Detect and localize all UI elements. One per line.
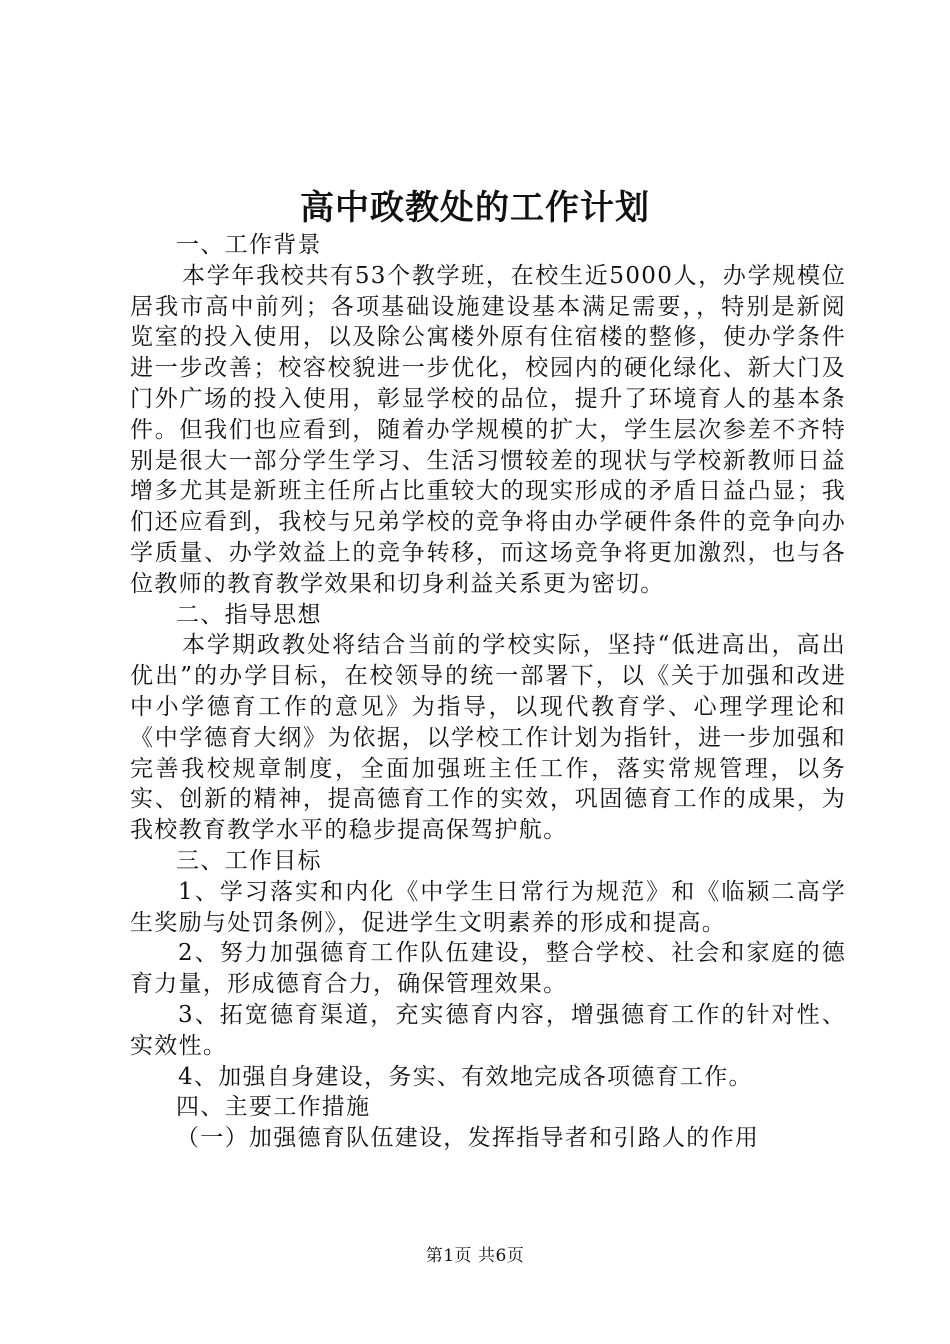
document-body — [130, 230, 846, 1154]
goal-item-2: 2、努力加强德育工作队伍建设，整合学校、社会和家庭的德育力量，形成德育合力，确保管理效果。 — [130, 940, 846, 998]
subsection-heading-team-building: （一）加强德育队伍建设，发挥指导者和引路人的作用 — [176, 1125, 760, 1152]
section-paragraph-guiding-ideology: 本学期政教处将结合当前的学校实际，坚持“低进高出，高出优出”的办学目标，在校领导的统一部署下，以《关于加强和改进中小学德育工作的意见》为指导，以现代教育学、心理学理论和《中学德育大纲》为依据，以学校工作计划为指针，进一步加强和完善我校规章制度，全面加强班主任工作，落实常规管理，以务实、创新的精神，提高德育工作的实效，巩固德育工作的成果，为我校教育教学水平的稳步提高保驾护航。 — [130, 632, 846, 844]
section-heading-guiding-ideology: 二、指导思想 — [176, 601, 322, 628]
goal-item-3: 3、拓宽德育渠道，充实德育内容，增强德育工作的针对性、实效性。 — [130, 1001, 846, 1059]
document-title: 高中政教处的工作计划 — [300, 188, 650, 228]
page-footer: 第1页 共6页 — [425, 1246, 525, 1266]
section-heading-goals: 三、工作目标 — [176, 847, 322, 874]
section-paragraph-background: 本学年我校共有53个教学班，在校生近5000人，办学规模位居我市高中前列；各项基础设施建设基本满足需要，，特别是新阅览室的投入使用，以及除公寓楼外原有住宿楼的整修，使办学条件进一步改善；校容校貌进一步优化，校园内的硬化绿化、新大门及门外广场的投入使用，彰显学校的品位，提升了环境育人的基本条件。但我们也应看到，随着办学规模的扩大，学生层次参差不齐特别是很大一部分学生学习、生活习惯较差的现状与学校新教师日益增多尤其是新班主任所占比重较大的现实形成的矛盾日益凸显；我们还应看到，我校与兄弟学校的竞争将由办学硬件条件的竞争向办学质量、办学效益上的竞争转移，而这场竞争将更加激烈，也与各位教师的教育教学效果和切身利益关系更为密切。 — [130, 262, 846, 597]
goal-item-1: 1、学习落实和内化《中学生日常行为规范》和《临颍二高学生奖励与处罚条例》，促进学生文明素养的形成和提高。 — [130, 878, 846, 936]
section-heading-background: 一、工作背景 — [176, 232, 322, 258]
section-heading-measures: 四、主要工作措施 — [176, 1094, 371, 1121]
goal-item-4: 4、加强自身建设，务实、有效地完成各项德育工作。 — [178, 1063, 753, 1090]
